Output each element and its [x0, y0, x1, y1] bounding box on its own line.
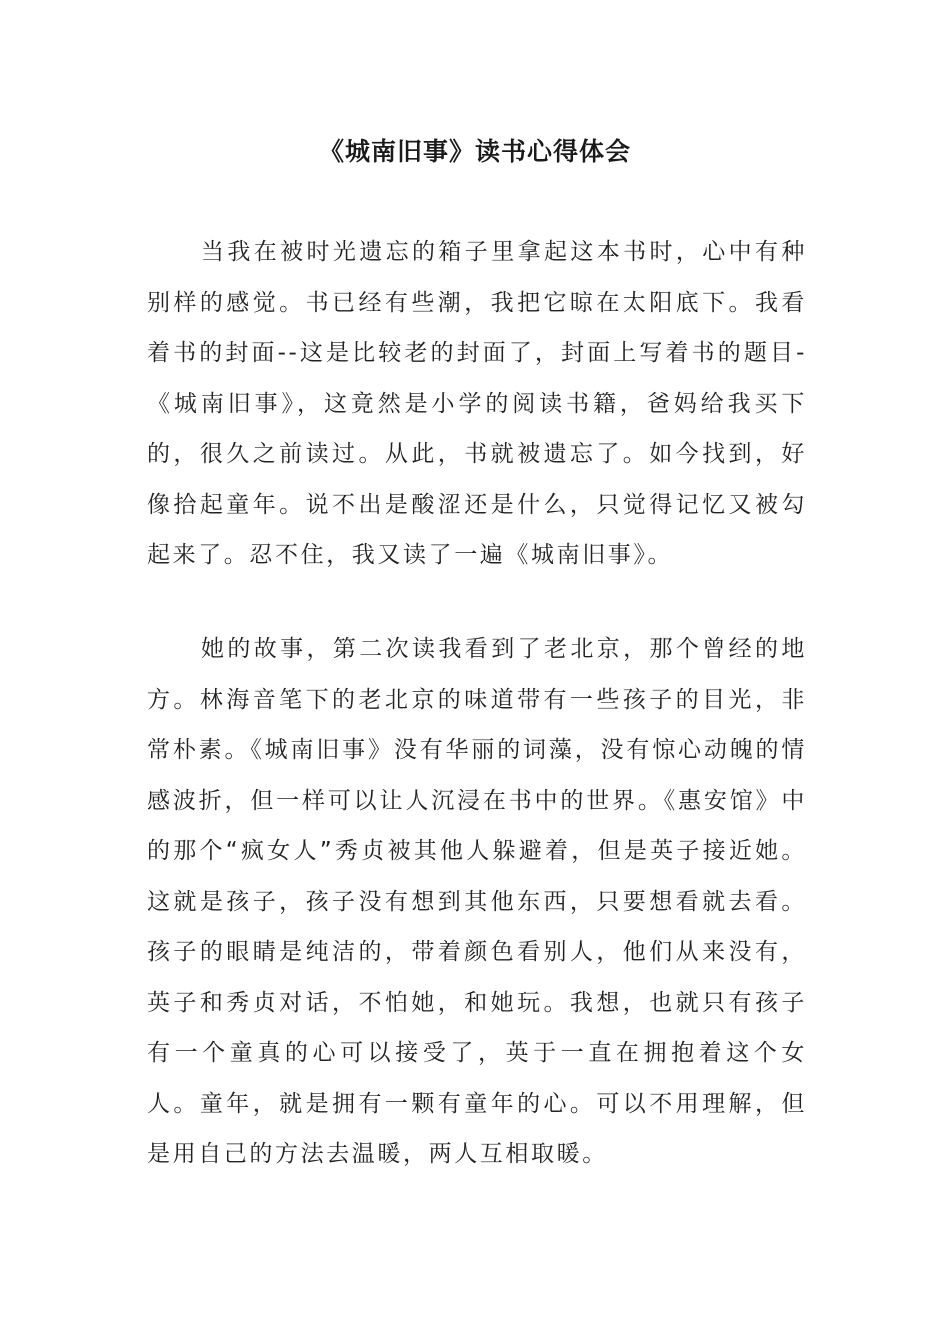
paragraph-2: 她的故事，第二次读我看到了老北京，那个曾经的地方。林海音笔下的老北京的味道带有一些孩子的目光，非常朴素。《城南旧事》没有华丽的词藻，没有惊心动魄的情感波折，但一样可以让人沉浸在书中的世界。《惠安馆》中的那个“疯女人”秀贞被其他人躲避着，但是英子接近她。这就是孩子，孩子没有想到其他东西，只要想看就去看。孩子的眼睛是纯洁的，带着颜色看别人，他们从来没有，英子和秀贞对话，不怕她，和她玩。我想，也就只有孩子有一个童真的心可以接受了，英于一直在拥抱着这个女人。童年，就是拥有一颗有童年的心。可以不用理解，但是用自己的方法去温暖，两人互相取暖。: [147, 636, 807, 1167]
paragraph-1: 当我在被时光遗忘的箱子里拿起这本书时，心中有种别样的感觉。书已经有些潮，我把它晾在太阳底下。我看着书的封面--这是比较老的封面了，封面上写着书的题目-《城南旧事》，这竟然是小学的阅读书籍，爸妈给我买下的，很久之前读过。从此，书就被遗忘了。如今找到，好像拾起童年。说不出是酸涩还是什么，只觉得记忆又被勾起来了。忍不住，我又读了一遍《城南旧事》。: [147, 239, 807, 568]
document-title: 《城南旧事》读书心得体会: [318, 137, 631, 166]
